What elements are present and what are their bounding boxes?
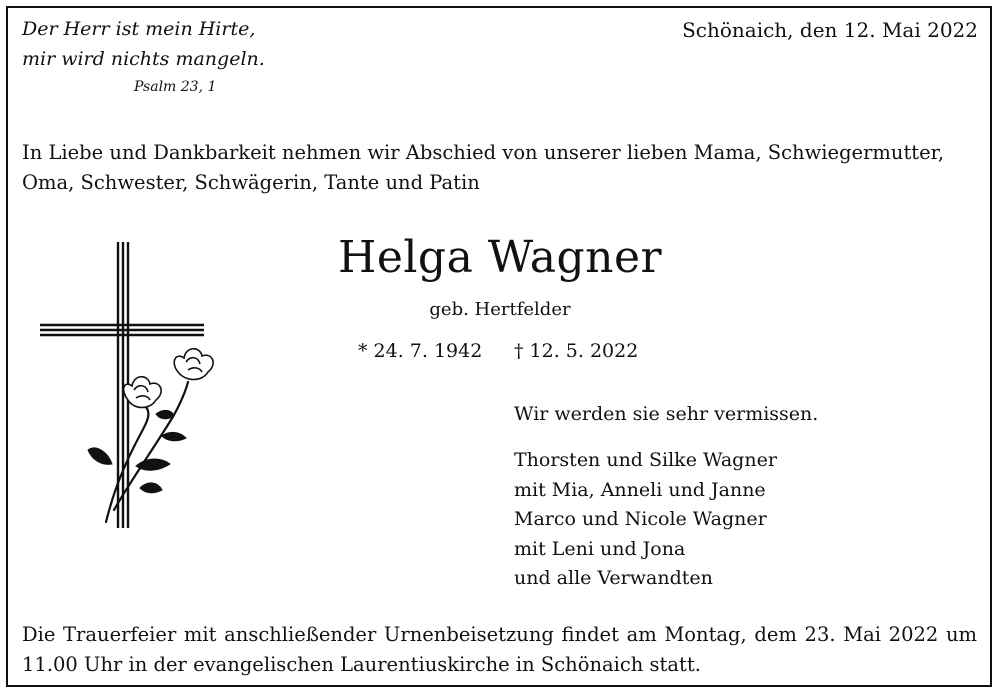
- farewell-line: Wir werden sie sehr vermissen.: [514, 403, 819, 425]
- list-item: Marco und Nicole Wagner: [514, 508, 767, 530]
- list-item: mit Mia, Anneli und Janne: [514, 478, 766, 501]
- list-item: Thorsten und Silke Wagner: [514, 449, 777, 471]
- psalm-quote: [22, 14, 265, 95]
- deceased-name: Helga Wagner: [337, 232, 663, 283]
- list-item: und alle Verwandten: [514, 567, 713, 589]
- psalm-line-2: mir wird nichts mangeln.: [22, 48, 265, 70]
- list-item: mit Leni und Jona: [514, 537, 686, 560]
- intro-text: In Liebe und Dankbarkeit nehmen wir Abschied von unserer lieben Mama, Schwiegermutter, Oma, Schwester, Schwägerin, Tante und Patin: [22, 141, 945, 194]
- psalm-reference: Psalm 23, 1: [134, 79, 217, 95]
- death-date: † 12. 5. 2022: [514, 340, 639, 362]
- place-date: Schönaich, den 12. Mai 2022: [682, 18, 978, 42]
- funeral-notice: Die Trauerfeier mit anschließender Urnenbeisetzung findet am Montag, dem 23. Mai 2022 um 11.00 Uhr in der evangelischen Laurentiuskirche in Schönaich statt.: [22, 623, 977, 676]
- mourners-list: [514, 446, 777, 594]
- psalm-line-1: Der Herr ist mein Hirte,: [22, 18, 256, 40]
- birth-date: * 24. 7. 1942: [358, 340, 483, 362]
- maiden-name: geb. Hertfelder: [429, 299, 571, 320]
- cross-with-roses-icon: [36, 240, 226, 530]
